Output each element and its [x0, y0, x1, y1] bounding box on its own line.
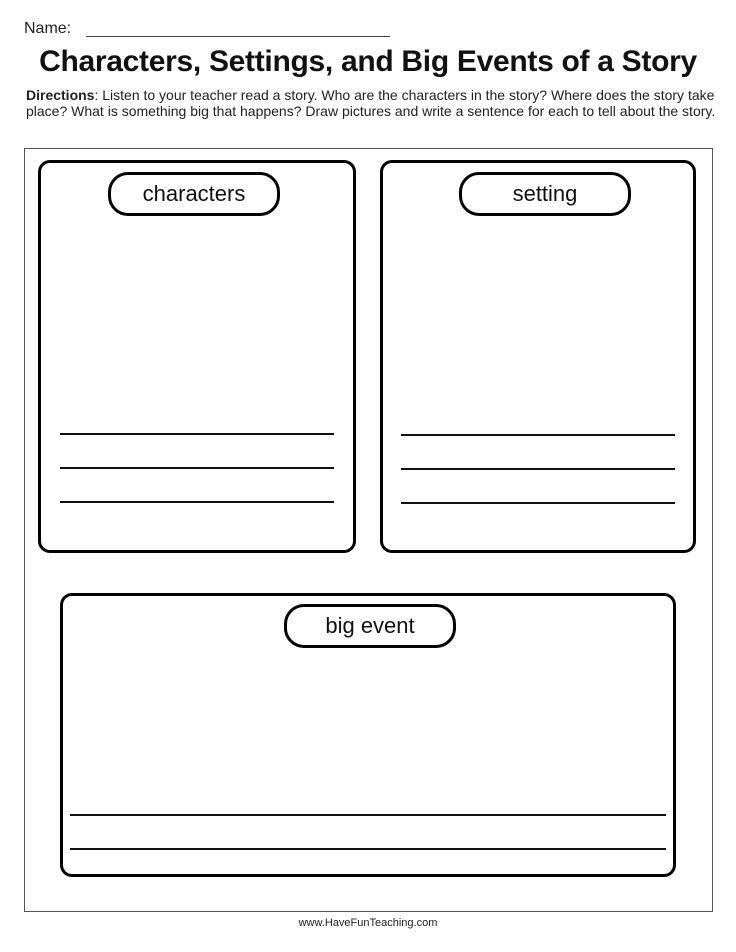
big-event-write-line-1[interactable]: [70, 814, 666, 816]
setting-write-line-2[interactable]: [401, 468, 675, 470]
footer-website: www.HaveFunTeaching.com: [298, 917, 438, 929]
name-label: Name:: [24, 20, 72, 37]
characters-write-line-1[interactable]: [60, 433, 334, 435]
setting-write-line-3[interactable]: [401, 502, 675, 504]
characters-panel[interactable]: [38, 160, 356, 553]
characters-label: characters: [108, 172, 280, 216]
setting-label: setting: [459, 172, 631, 216]
setting-panel[interactable]: [380, 160, 696, 553]
name-write-line[interactable]: [86, 36, 390, 37]
directions: [26, 87, 716, 119]
characters-write-line-3[interactable]: [60, 501, 334, 503]
big-event-write-line-2[interactable]: [70, 848, 666, 850]
setting-write-line-1[interactable]: [401, 434, 675, 436]
characters-write-line-2[interactable]: [60, 467, 334, 469]
worksheet-title: Characters, Settings, and Big Events of a Story: [39, 45, 697, 78]
big-event-label: big event: [284, 604, 456, 648]
directions-label: Directions: [26, 87, 95, 103]
directions-text: : Listen to your teacher read a story. Who are the characters in the story? Where does the story take place? What is something big that happens? Draw pictures and write a sentence for each to tell about the story.: [26, 87, 716, 119]
name-field[interactable]: [24, 18, 384, 42]
